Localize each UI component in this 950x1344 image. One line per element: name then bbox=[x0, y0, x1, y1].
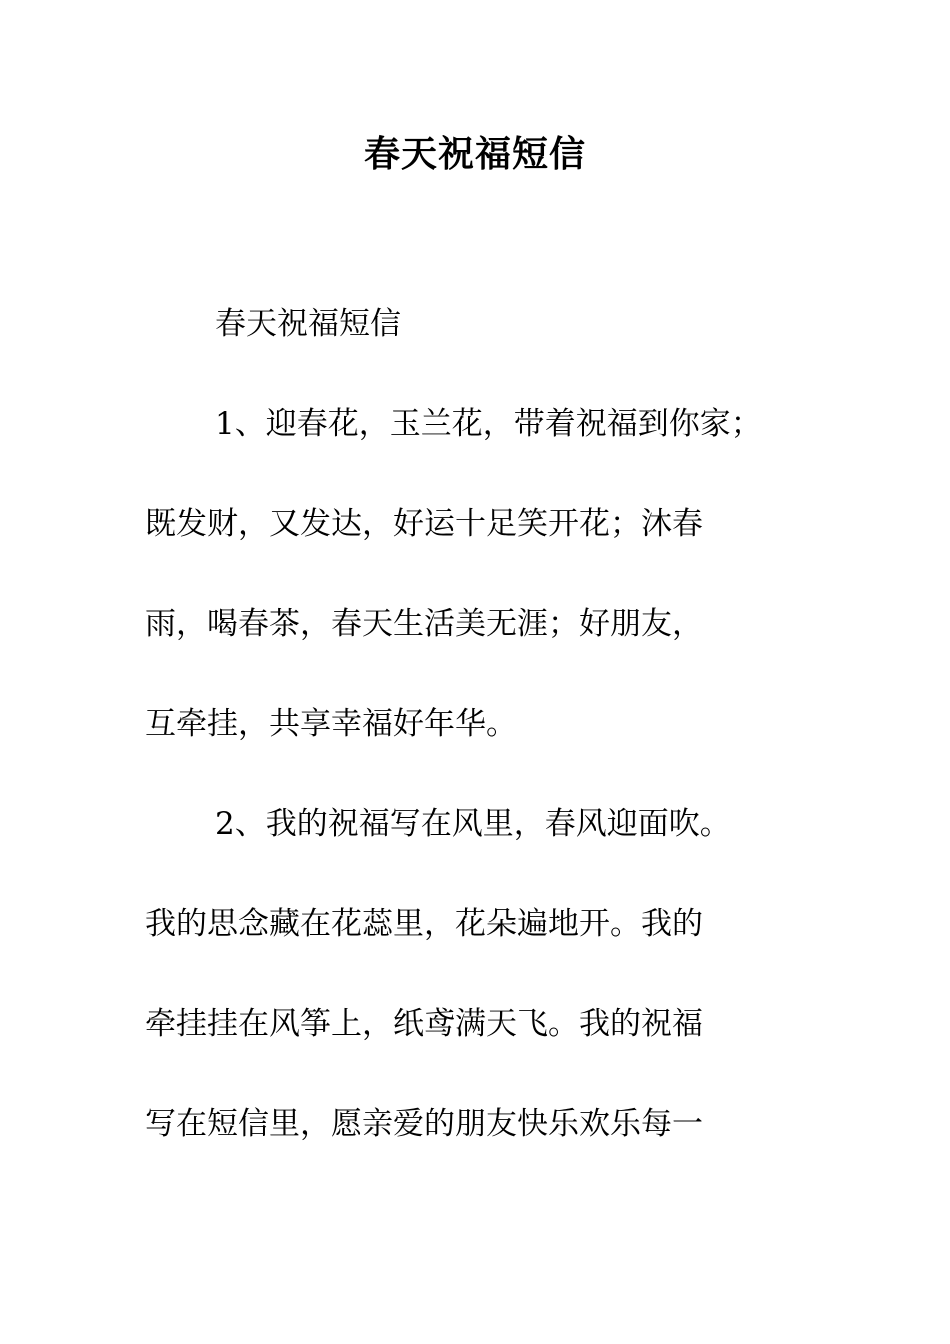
paragraph-line: 既发财，又发达，好运十足笑开花；沐春 bbox=[145, 506, 703, 542]
paragraph-line: 我的思念藏在花蕊里，花朵遍地开。我的 bbox=[145, 906, 703, 942]
paragraph-line: 2、我的祝福写在风里，春风迎面吹。 bbox=[215, 806, 731, 842]
paragraph-line: 雨，喝春茶，春天生活美无涯；好朋友， bbox=[145, 606, 703, 642]
paragraph-line: 1、迎春花，玉兰花，带着祝福到你家； bbox=[215, 406, 762, 442]
subtitle-line: 春天祝福短信 bbox=[215, 306, 401, 342]
paragraph-2 bbox=[145, 774, 815, 1174]
document-title: 春天祝福短信 bbox=[363, 133, 586, 175]
document-subtitle bbox=[145, 274, 815, 374]
paragraph-line: 牵挂挂在风筝上，纸鸢满天飞。我的祝福 bbox=[145, 1006, 703, 1042]
paragraph-line: 写在短信里，愿亲爱的朋友快乐欢乐每一 bbox=[145, 1106, 703, 1142]
paragraph-1 bbox=[145, 374, 815, 774]
paragraph-line: 互牵挂，共享幸福好年华。 bbox=[145, 706, 517, 742]
